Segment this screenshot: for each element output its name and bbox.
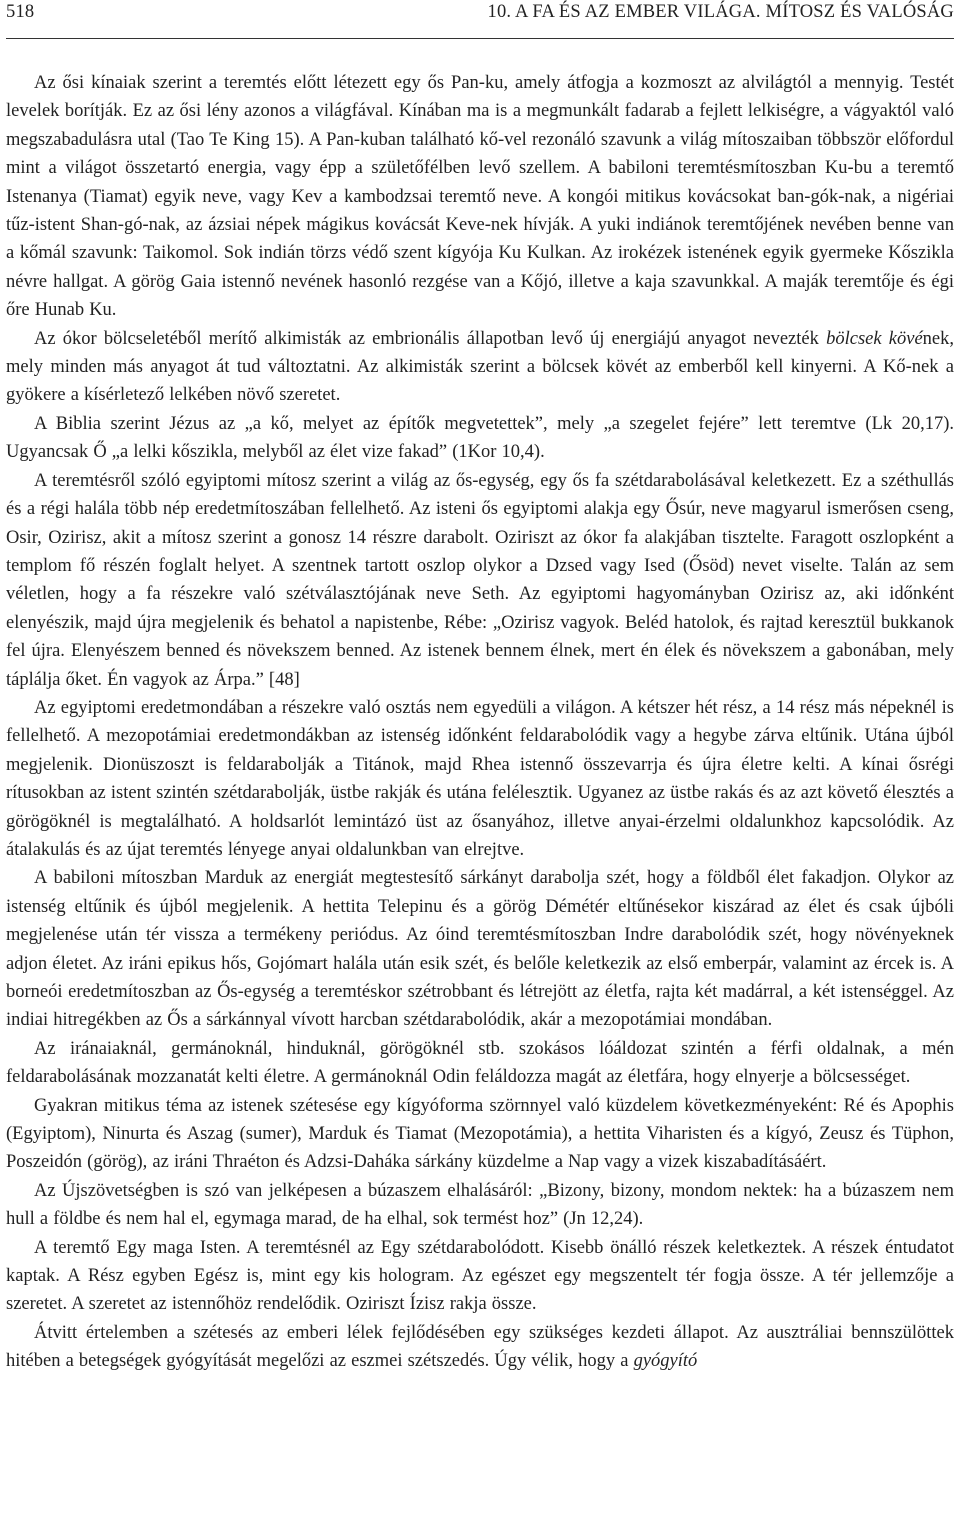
- text-run: A Biblia szerint Jézus az „a kő, melyet az építők megvetettek”, mely „a szegelet fejére” lett teremtve (Lk 20,17). Ugyancsak Ő „a lelki kőszikla, melyből az élet vize fakad” (1Kor 10,4).: [6, 413, 954, 463]
- text-run: A babiloni mítoszban Marduk az energiát megtestesítő sárkányt darabolja szét, hogy a földből élet fakadjon. Olykor az istenség eltűnik és újból megjelenik. A hettita Telepinu és a görög Démétér eltűnésekor kiszárad az élet és csak újbóli megjelenése után tér vissza a termékeny periódus. Az óind teremtésmítoszban Indre darabolódik szét, hogy növényeknek adjon életet. Az iráni epikus hős, Gojómart halála után esik szét, és belőle keletkezik az első emberpár, valamint az ércek is. A borneói eredetmítoszban az Ős-egység a teremtéskor szétrobbant és létrejött az életfa, rajta két madárral, a két istenséggel. Az indiai hitregékben az Ős a sárkánnyal vívott harcban szétdarabolódik, akár a mezopotámiai mondában.: [6, 868, 954, 1031]
- paragraph: [6, 694, 954, 864]
- page-number: 518: [6, 2, 35, 22]
- running-header: [6, 0, 954, 38]
- paragraph: [6, 1177, 954, 1234]
- paragraph: [6, 467, 954, 694]
- paragraph: [6, 1234, 954, 1319]
- paragraph: [6, 1035, 954, 1092]
- body-text: [6, 69, 954, 1376]
- text-run: Az ókor bölcseletéből merítő alkimisták az embrionális állapotban levő új energiájú anyagot nevezték: [34, 328, 827, 349]
- text-run: Átvitt értelemben a szétesés az emberi lélek fejlődésében egy szükséges kezdeti állapot. Az ausztráliai bennszülöttek hitében a betegségek gyógyítását megelőzi az eszmei szétszedés. Úgy vélik, hogy a: [6, 1322, 954, 1372]
- text-run: A teremtő Egy maga Isten. A teremtésnél az Egy szétdarabolódott. Kisebb önálló részek keletkeztek. A részek éntudatot kaptak. A Rész egyben Egész is, mint egy kis hologram. Az egészet egy megszentelt tér fogja össze. A tér jellemzője a szeretet. A szeretet az istennőhöz rendelődik. Oziriszt Ízisz rakja össze.: [6, 1237, 954, 1315]
- italic-text: gyógyító: [633, 1351, 698, 1372]
- text-run: Az ősi kínaiak szerint a teremtés előtt létezett egy ős Pan-ku, amely átfogja a kozmoszt az alvilágtól a mennyig. Testét levelek borítják. Ez az ősi lény azonos a világfával. Kínában ma is a megmunkált fadarab a fejlett lelkiségre, a vágyaktól való megszabadulásra utal (Tao Te King 15). A Pan-kuban található kő-vel rezonáló szavunk a világ mítoszaiban többször előfordul mint a világot összetartó energia, vagy épp a születőfélben levő szellem. A babiloni teremtésmítoszban Ku-bu a teremtő Istenanya (Tiamat) egyik neve, vagy Kev a kambodzsai teremtő neve. A kongói mitikus kovácsokat ban-gók-nak, a nigériai tűz-istent Shan-gó-nak, az ázsiai népek mágikus kovácsát Keve-nek hívják. A yuki indiánok teremtőjének nevében benne van a kőmál szavunk: Taikomol. Sok indián törzs védő szent kígyója Ku Kulkan. Az irokézek istenének egyik gyermeke Kőszikla névre hallgat. A görög Gaia istennő nevének hasonló rezgése van a Kőjó, illetve a kaja szavunkkal. A maják teremtője és égi őre Hunab Ku.: [6, 73, 954, 321]
- paragraph: [6, 864, 954, 1034]
- paragraph: [6, 410, 954, 467]
- header-rule: [6, 38, 954, 39]
- text-run: nek, mely minden más anyagot át tud változtatni. Az alkimisták szerint a bölcsek kövét az emberből kell kinyerni. A Kő-nek a gyökere a kísérletező lelkében növő szeretet.: [6, 328, 955, 406]
- italic-text: bölcsek kövé: [826, 328, 923, 349]
- text-run: A teremtésről szóló egyiptomi mítosz szerint a világ az ős-egység, egy ős fa szétdarabolásával keletkezett. Ez a széthullás és a régi halála több nép eredetmítoszában fellelhető. Az isteni ős egyiptomi alakja egy Ősúr, neve magyarul ismerősen cseng, Osir, Ozirisz, akit a mítosz szerint a gonosz 14 részre darabolt. Oziriszt az ókor fa alakjában tisztelte. Faragott oszlopként a templom fő részén foglalt helyet. A szentnek tartott oszlop olykor a Dzsed vagy Ised (Ősöd) nevet viselte. Talán az sem véletlen, hogy a fa részekre való szétválasztójának neve Seth. Az egyiptomi hagyományban Ozirisz az, aki időnként elenyészik, majd újra megjelenik és behatol a napistenbe, Rébe: „Ozirisz vagyok. Beléd hatolok, és rajtad keresztül bukkanok fel újra. Elenyészem benned és növekszem benned. Az istenek bennem élnek, mert én élek és növekszem a gabonában, mely táplálja őket. Én vagyok az Árpa.” [48]: [6, 470, 954, 690]
- text-run: Az egyiptomi eredetmondában a részekre való osztás nem egyedüli a világon. A kétszer hét rész, a 14 rész más népeknél is fellelhető. A mezopotámiai eredetmondákban az istenség időnként feldarabolódik vagy a hegybe zárva eltűnik. Utána újból megjelenik. Dionüszoszt is feldarabolják a Titánok, majd Rhea istennő összevarrja és újra életre kelti. A kínai ősrégi rítusokban az istent szintén szétdarabolják, üstbe rakják és utána felélesztik. Ugyanez az üstbe rakás és az azt követő élesztés a görögöknél is megtalálható. A holdsarlót lemintázó üst az ősanyához, illetve anyai-érzelmi oldalunkhoz kapcsolódik. Az átalakulás és az újat teremtés lényege anyai oldalunkban van elrejtve.: [6, 697, 954, 860]
- text-run: Az iránaiaknál, germánoknál, hinduknál, görögöknél stb. szokásos lóáldozat szintén a férfi oldalnak, a mén feldarabolásának mozzanatát kelti életre. A germánoknál Odin feláldozza magát az életfára, hogy elnyerje a bölcsességet.: [6, 1038, 954, 1088]
- running-title: 10. A FA ÉS AZ EMBER VILÁGA. MÍTOSZ ÉS VALÓSÁG: [487, 2, 954, 22]
- paragraph: [6, 1092, 954, 1177]
- paragraph: [6, 325, 954, 410]
- text-run: Az Újszövetségben is szó van jelképesen a búzaszem elhalásáról: „Bizony, bizony, mondom nektek: ha a búzaszem nem hull a földbe és nem hal el, egymaga marad, de ha elhal, sok termést hoz” (Jn 12,24).: [6, 1180, 954, 1230]
- paragraph: [6, 1319, 954, 1376]
- paragraph: [6, 69, 954, 325]
- text-run: Gyakran mitikus téma az istenek szétesése egy kígyóforma szörnnyel való küzdelem következményeként: Ré és Apophis (Egyiptom), Ninurta és Aszag (sumer), Marduk és Tiamat (Mezopotámia), a hettita Viharisten és a kígyó, Zeusz és Tüphon, Poszeidón (görög), az iráni Thraéton és Adzsi-Daháka sárkány küzdelme a Nap vagy a vizek kiszabadításáért.: [6, 1095, 954, 1173]
